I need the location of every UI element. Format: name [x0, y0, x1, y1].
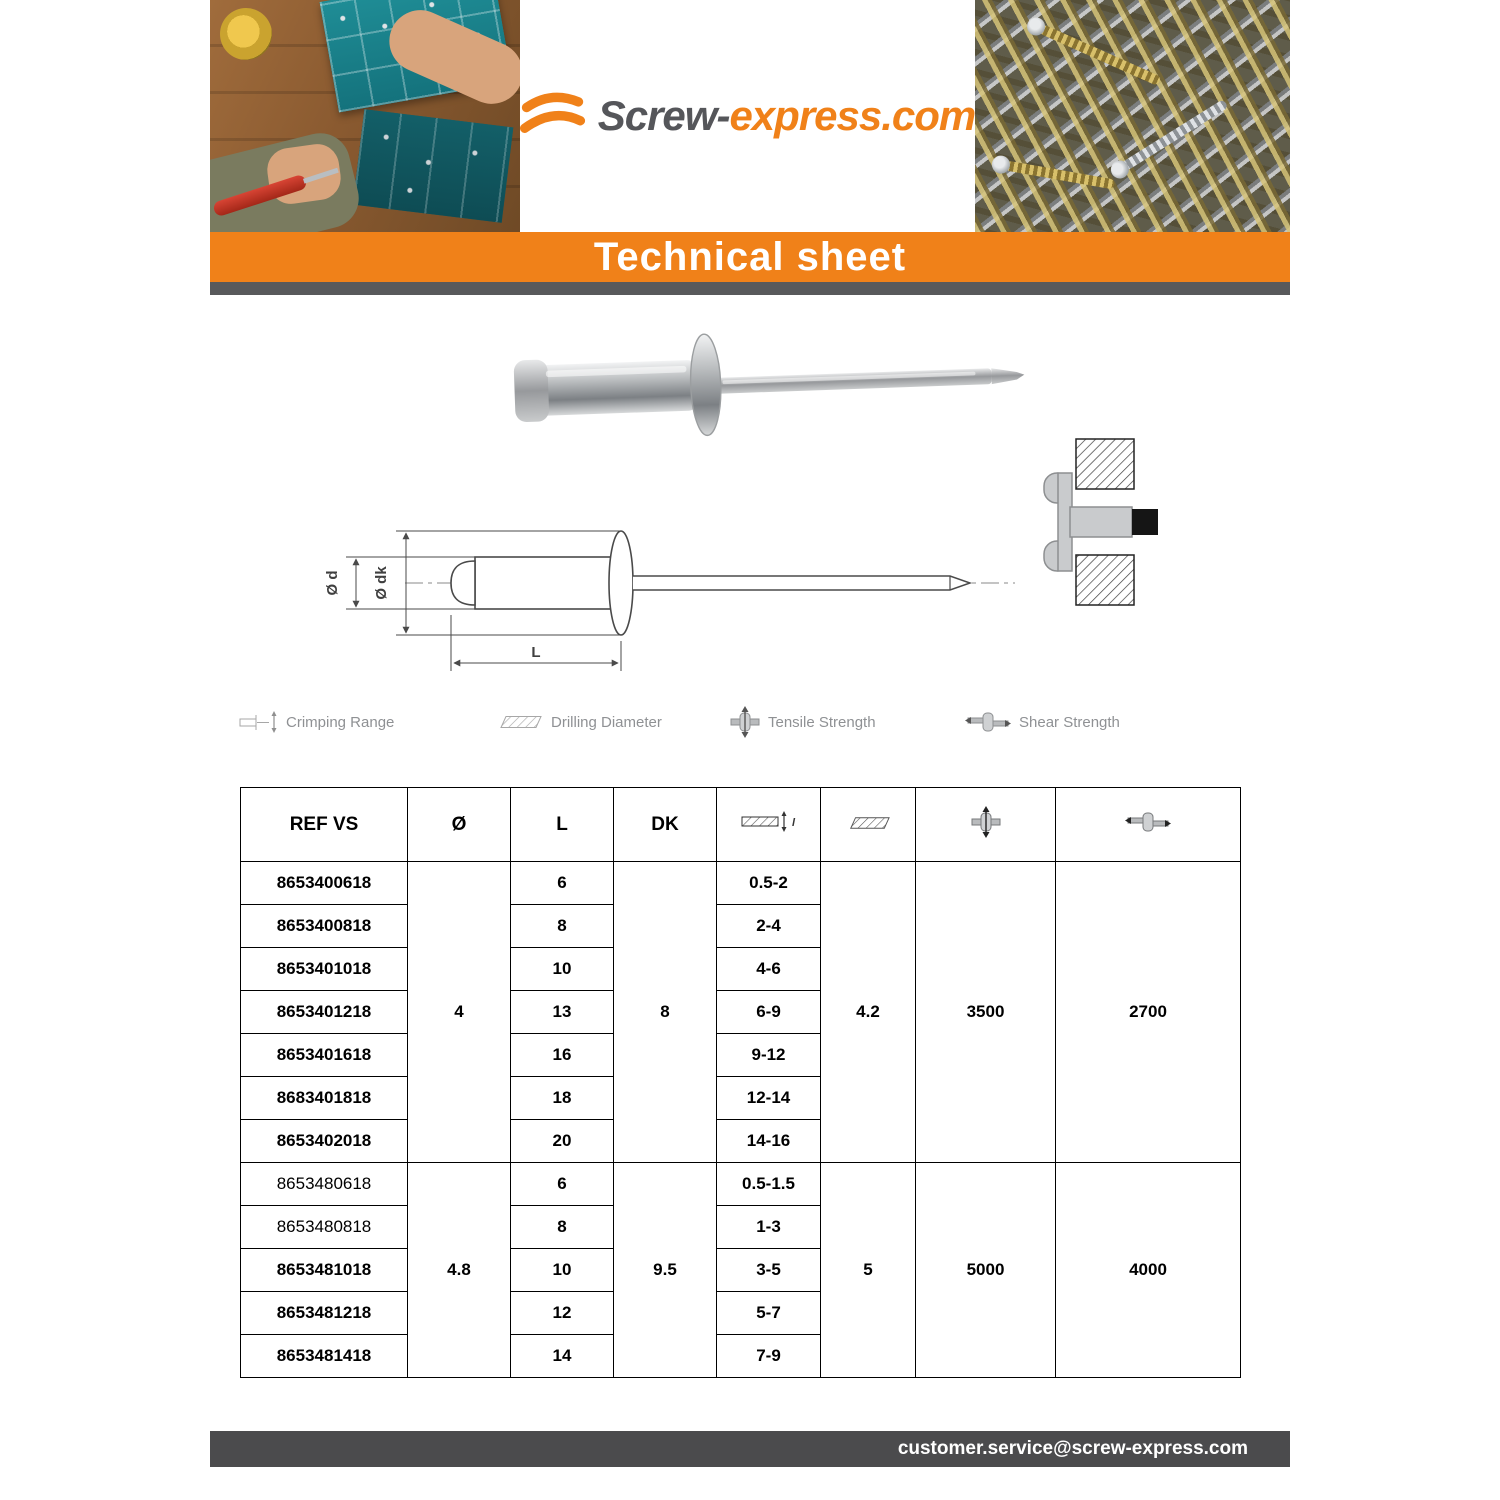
crimp-range-cell: 2-4: [717, 905, 821, 948]
crimping-range-icon: [238, 711, 278, 733]
length-cell: 10: [511, 948, 614, 991]
header-length: L: [511, 788, 614, 862]
shear-strength-icon: [965, 709, 1011, 735]
dk-cell: 8: [614, 862, 717, 1163]
header-banner: [210, 0, 1290, 232]
length-cell: 6: [511, 1163, 614, 1206]
ref-cell: 8653400818: [241, 905, 408, 948]
ref-cell: 8653481418: [241, 1335, 408, 1378]
tensile-strength-cell: 3500: [916, 862, 1056, 1163]
ref-cell: 8653400618: [241, 862, 408, 905]
legend-shear-strength: [965, 709, 1120, 735]
length-cell: 6: [511, 862, 614, 905]
crimp-range-cell: 5-7: [717, 1292, 821, 1335]
ref-cell: 8653480618: [241, 1163, 408, 1206]
logo: [520, 0, 976, 232]
dim-label-d: Ø d: [324, 570, 341, 596]
diameter-cell: 4.8: [408, 1163, 511, 1378]
screw: [1005, 161, 1115, 190]
header-tensile-strength: [916, 788, 1056, 862]
ref-cell: 8653401018: [241, 948, 408, 991]
crimp-range-cell: 6-9: [717, 991, 821, 1034]
length-cell: 20: [511, 1120, 614, 1163]
crimp-range-cell: 9-12: [717, 1034, 821, 1077]
length-cell: 14: [511, 1335, 614, 1378]
screw: [1039, 24, 1162, 86]
legend: [210, 697, 1290, 747]
drill-diameter-cell: 4.2: [821, 862, 916, 1163]
shear-strength-cell: 2700: [1056, 862, 1241, 1163]
ref-cell: 8653481018: [241, 1249, 408, 1292]
length-cell: 13: [511, 991, 614, 1034]
length-cell: 8: [511, 905, 614, 948]
length-cell: 16: [511, 1034, 614, 1077]
drilling-diameter-icon: [845, 816, 891, 830]
length-cell: 10: [511, 1249, 614, 1292]
header-crimping-range: [717, 788, 821, 862]
ref-cell: 8653481218: [241, 1292, 408, 1335]
ref-cell: 8683401818: [241, 1077, 408, 1120]
legend-tensile-strength: [730, 706, 965, 738]
brand-name-orange: express.com: [729, 92, 976, 139]
icon-label: l: [791, 816, 795, 829]
page-title: [210, 232, 1290, 282]
length-cell: 12: [511, 1292, 614, 1335]
installed-rivet-cross-section: [1028, 437, 1178, 607]
crimp-range-cell: 14-16: [717, 1120, 821, 1163]
ref-cell: 8653480818: [241, 1206, 408, 1249]
footer-email: customer.service@screw-express.com: [897, 1438, 1248, 1459]
dk-cell: 9.5: [614, 1163, 717, 1378]
spec-table-body: [241, 862, 1241, 1378]
figures-section: [210, 295, 1290, 747]
spec-table: [240, 787, 1241, 1378]
header-shear-strength: [1056, 788, 1241, 862]
crimp-range-cell: 0.5-1.5: [717, 1163, 821, 1206]
ref-cell: 8653402018: [241, 1120, 408, 1163]
screw-box: [353, 109, 514, 223]
technical-drawing: [210, 465, 1290, 697]
footer-bar: [210, 1431, 1290, 1467]
brand-name: [598, 92, 976, 140]
legend-drilling-diameter: [495, 714, 730, 731]
header-dk: DK: [614, 788, 717, 862]
drilling-diameter-icon: [495, 715, 543, 729]
title-underline-bar: [210, 282, 1290, 295]
crimp-range-cell: 12-14: [717, 1077, 821, 1120]
drill-diameter-cell: 5: [821, 1163, 916, 1378]
table-header-row: [241, 788, 1241, 862]
crimping-range-icon: [740, 811, 798, 833]
dim-label-length: L: [531, 644, 541, 661]
tape-measure: [220, 8, 272, 60]
workbench-photo: [210, 0, 520, 232]
tensile-strength-icon: [730, 706, 760, 738]
tensile-strength-cell: 5000: [916, 1163, 1056, 1378]
screws-pile-photo: [975, 0, 1290, 232]
legend-label: Crimping Range: [286, 713, 395, 731]
table-row: [241, 862, 1241, 905]
rivet-dimension-drawing: [310, 465, 1090, 697]
header-ref: REF VS: [241, 788, 408, 862]
logo-swoosh-icon: [520, 89, 586, 143]
tensile-strength-icon: [971, 805, 1001, 839]
length-cell: 18: [511, 1077, 614, 1120]
legend-label: Drilling Diameter: [551, 713, 662, 731]
length-cell: 8: [511, 1206, 614, 1249]
blind-rivet-image: [472, 305, 1052, 455]
ref-cell: 8653401618: [241, 1034, 408, 1077]
diameter-cell: 4: [408, 862, 511, 1163]
crimp-range-cell: 0.5-2: [717, 862, 821, 905]
crimp-range-cell: 1-3: [717, 1206, 821, 1249]
crimp-range-cell: 4-6: [717, 948, 821, 991]
crimp-range-cell: 7-9: [717, 1335, 821, 1378]
page-title-text: Technical sheet: [593, 234, 907, 279]
legend-crimping-range: [238, 711, 495, 733]
legend-label: Tensile Strength: [768, 713, 876, 731]
screw: [1122, 99, 1229, 171]
legend-label: Shear Strength: [1019, 713, 1120, 731]
shear-strength-icon: [1124, 809, 1172, 835]
shear-strength-cell: 4000: [1056, 1163, 1241, 1378]
header-drilling-diameter: [821, 788, 916, 862]
dim-label-dk: Ø dk: [373, 566, 390, 600]
brand-name-dark: Screw-: [597, 92, 730, 139]
ref-cell: 8653401218: [241, 991, 408, 1034]
header-diameter: Ø: [408, 788, 511, 862]
table-row: [241, 1163, 1241, 1206]
crimp-range-cell: 3-5: [717, 1249, 821, 1292]
